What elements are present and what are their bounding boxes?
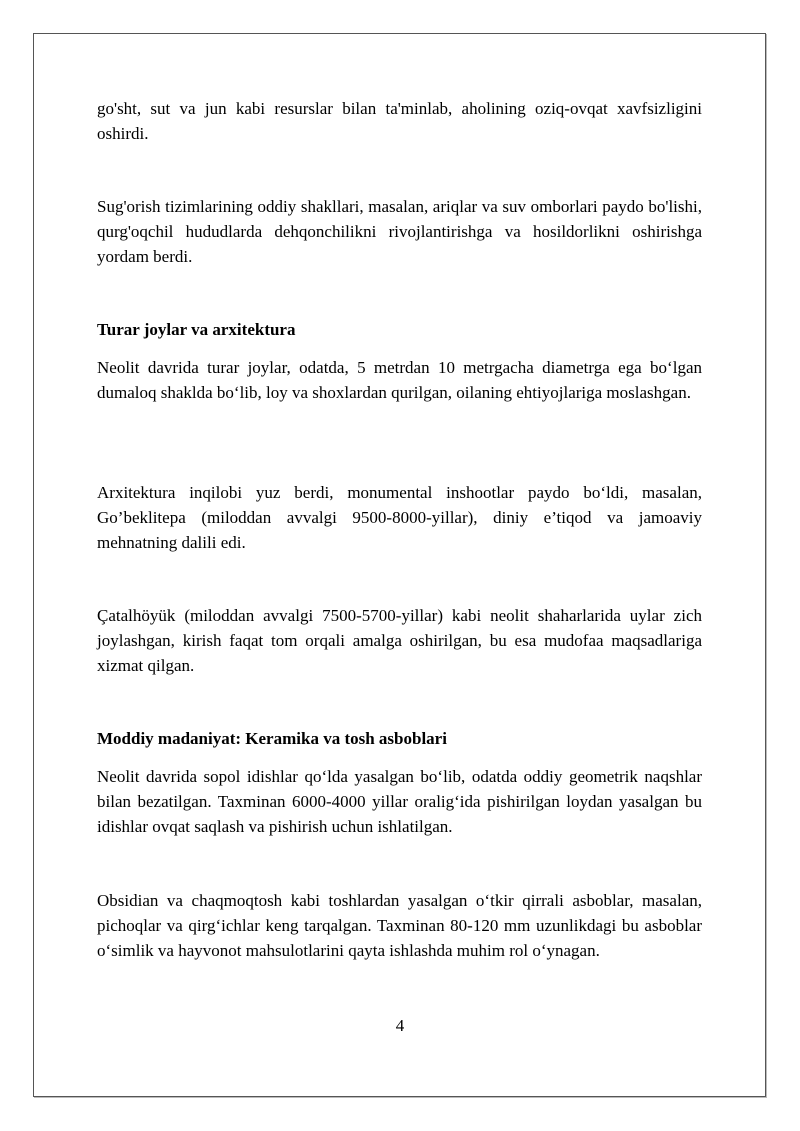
paragraph-stone-tools: Obsidian va chaqmoqtosh kabi toshlardan yasalgan o‘tkir qirrali asboblar, masalan, pichoqlar va qirg‘ichlar keng tarqalgan. Taxminan 80-120 mm uzunlikdagi bu asboblar o‘simlik va hayvonot mahsulotlarini qayta ishlashda muhim rol o‘ynagan. [97,891,702,960]
heading-settlements: Turar joylar va arxitektura [97,320,296,339]
paragraph-architecture: Arxitektura inqilobi yuz berdi, monumental inshootlar paydo bo‘ldi, masalan, Go’beklitepa (miloddan avvalgi 9500-8000-yillar), diniy e’tiqod va jamoaviy mehnatning dalili edi. [97,483,702,552]
paragraph-pottery: Neolit davrida sopol idishlar qo‘lda yasalgan bo‘lib, odatda oddiy geometrik naqshlar bilan bezatilgan. Taxminan 6000-4000 yillar oralig‘ida pishirilgan loydan yasalgan bu idishlar ovqat saqlash va pishirish uchun ishlatilgan. [97,767,702,836]
paragraph-irrigation: Sug'orish tizimlarining oddiy shakllari, masalan, ariqlar va suv omborlari paydo bo'lishi, qurg'oqchil hududlarda dehqonchilikni rivojlantirishga va hosildorlikni oshirishga yordam berdi. [97,197,702,266]
paragraph-food-security: go'sht, sut va jun kabi resurslar bilan ta'minlab, aholining oziq-ovqat xavfsizligini oshirdi. [97,99,702,143]
page-number: 4 [395,1016,405,1035]
paragraph-dwellings: Neolit davrida turar joylar, odatda, 5 metrdan 10 metrgacha diametrga ega bo‘lgan dumaloq shaklda bo‘lib, loy va shoxlardan qurilgan, oilaning ehtiyojlariga moslashgan. [97,358,702,402]
paragraph-catalhoyuk: Çatalhöyük (miloddan avvalgi 7500-5700-yillar) kabi neolit shaharlarida uylar zich joylashgan, kirish faqat tom orqali amalga oshirilgan, bu esa mudofaa maqsadlariga xizmat qilgan. [97,606,702,675]
heading-material-culture: Moddiy madaniyat: Keramika va tosh asboblari [97,729,447,748]
